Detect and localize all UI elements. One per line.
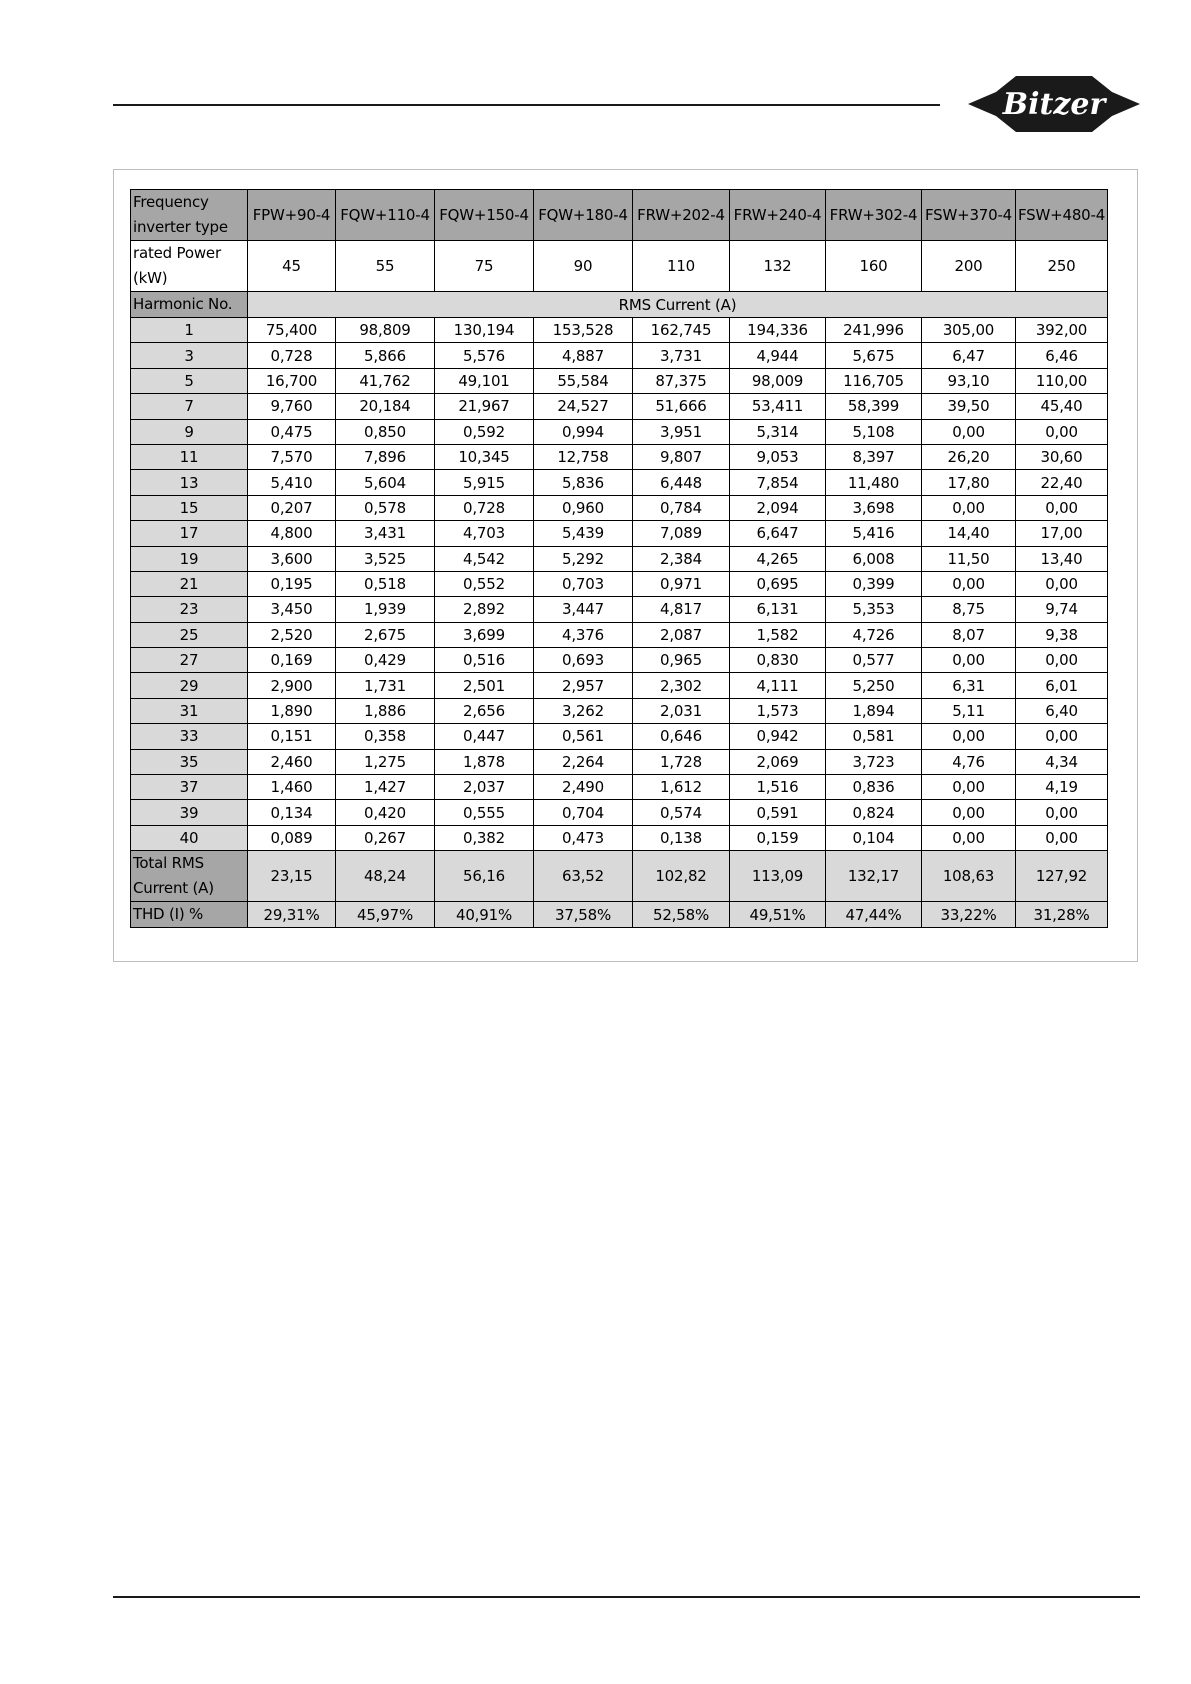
- rms-value-cell: 98,809: [336, 318, 435, 343]
- rms-value-cell: 0,971: [633, 571, 730, 596]
- rms-value-cell: 305,00: [922, 318, 1016, 343]
- rated-power-cell: 45: [248, 241, 336, 292]
- rms-value-cell: 2,892: [435, 597, 534, 622]
- harmonic-no-cell: 3: [131, 343, 248, 368]
- rms-value-cell: 0,942: [730, 724, 826, 749]
- rms-value-cell: 0,420: [336, 800, 435, 825]
- rms-value-cell: 2,031: [633, 698, 730, 723]
- rms-value-cell: 2,900: [248, 673, 336, 698]
- rated-power-label: rated Power (kW): [131, 241, 248, 292]
- rms-value-cell: 5,439: [534, 521, 633, 546]
- rms-value-cell: 0,00: [1016, 648, 1108, 673]
- rms-value-cell: 1,886: [336, 698, 435, 723]
- rms-value-cell: 0,159: [730, 825, 826, 850]
- rms-value-cell: 110,00: [1016, 368, 1108, 393]
- rated-power-row: [131, 241, 1108, 292]
- rms-value-cell: 17,00: [1016, 521, 1108, 546]
- harmonic-no-cell: 25: [131, 622, 248, 647]
- rms-value-cell: 0,574: [633, 800, 730, 825]
- rms-value-cell: 39,50: [922, 394, 1016, 419]
- total-rms-cell: 23,15: [248, 851, 336, 902]
- rms-value-cell: 0,704: [534, 800, 633, 825]
- table-row: [131, 495, 1108, 520]
- rms-value-cell: 0,195: [248, 571, 336, 596]
- rms-value-cell: 41,762: [336, 368, 435, 393]
- harmonic-no-cell: 9: [131, 419, 248, 444]
- rms-value-cell: 241,996: [826, 318, 922, 343]
- rms-value-cell: 0,00: [1016, 495, 1108, 520]
- harmonic-no-cell: 23: [131, 597, 248, 622]
- rms-value-cell: 9,053: [730, 444, 826, 469]
- rms-value-cell: 130,194: [435, 318, 534, 343]
- footer-rule: [113, 1596, 1140, 1598]
- harmonic-no-cell: 37: [131, 775, 248, 800]
- table-row: [131, 825, 1108, 850]
- rms-value-cell: 6,46: [1016, 343, 1108, 368]
- harmonic-no-cell: 17: [131, 521, 248, 546]
- rms-value-cell: 0,728: [435, 495, 534, 520]
- harmonic-rows: [131, 318, 1108, 851]
- rms-value-cell: 1,460: [248, 775, 336, 800]
- rms-value-cell: 0,960: [534, 495, 633, 520]
- rms-value-cell: 21,967: [435, 394, 534, 419]
- thd-cell: 40,91%: [435, 902, 534, 928]
- rms-current-header: RMS Current (A): [248, 292, 1108, 318]
- thd-cell: 37,58%: [534, 902, 633, 928]
- table-row: [131, 698, 1108, 723]
- rms-value-cell: 0,207: [248, 495, 336, 520]
- rms-value-cell: 0,00: [1016, 724, 1108, 749]
- rms-value-cell: 0,134: [248, 800, 336, 825]
- rms-value-cell: 93,10: [922, 368, 1016, 393]
- total-rms-cell: 63,52: [534, 851, 633, 902]
- rms-value-cell: 7,854: [730, 470, 826, 495]
- rms-value-cell: 2,501: [435, 673, 534, 698]
- rms-value-cell: 0,00: [922, 495, 1016, 520]
- rms-value-cell: 5,576: [435, 343, 534, 368]
- rms-value-cell: 2,264: [534, 749, 633, 774]
- rms-value-cell: 0,00: [922, 775, 1016, 800]
- rms-value-cell: 0,399: [826, 571, 922, 596]
- rms-value-cell: 2,460: [248, 749, 336, 774]
- rms-value-cell: 194,336: [730, 318, 826, 343]
- rms-value-cell: 2,069: [730, 749, 826, 774]
- rated-power-cell: 250: [1016, 241, 1108, 292]
- rms-value-cell: 6,008: [826, 546, 922, 571]
- rms-value-cell: 0,555: [435, 800, 534, 825]
- rms-value-cell: 0,824: [826, 800, 922, 825]
- rms-value-cell: 6,448: [633, 470, 730, 495]
- table-row: [131, 800, 1108, 825]
- rms-value-cell: 3,600: [248, 546, 336, 571]
- inverter-type-row: [131, 190, 1108, 241]
- rms-value-cell: 0,850: [336, 419, 435, 444]
- rms-value-cell: 30,60: [1016, 444, 1108, 469]
- rms-value-cell: 0,382: [435, 825, 534, 850]
- harmonic-no-cell: 40: [131, 825, 248, 850]
- rms-value-cell: 1,275: [336, 749, 435, 774]
- rated-power-cell: 200: [922, 241, 1016, 292]
- table-row: [131, 546, 1108, 571]
- total-rms-cell: 108,63: [922, 851, 1016, 902]
- rms-value-cell: 22,40: [1016, 470, 1108, 495]
- rms-value-cell: 0,00: [922, 724, 1016, 749]
- bitzer-logo: [968, 72, 1140, 136]
- rms-value-cell: 116,705: [826, 368, 922, 393]
- thd-cell: 47,44%: [826, 902, 922, 928]
- rms-value-cell: 14,40: [922, 521, 1016, 546]
- table-row: [131, 749, 1108, 774]
- rms-value-cell: 5,675: [826, 343, 922, 368]
- rms-value-cell: 0,169: [248, 648, 336, 673]
- thd-cell: 29,31%: [248, 902, 336, 928]
- total-rms-cell: 48,24: [336, 851, 435, 902]
- rms-value-cell: 1,612: [633, 775, 730, 800]
- thd-cell: 52,58%: [633, 902, 730, 928]
- rms-value-cell: 4,703: [435, 521, 534, 546]
- rms-value-cell: 4,944: [730, 343, 826, 368]
- rms-value-cell: 5,314: [730, 419, 826, 444]
- rms-value-cell: 6,131: [730, 597, 826, 622]
- total-rms-cell: 132,17: [826, 851, 922, 902]
- rms-value-cell: 0,561: [534, 724, 633, 749]
- rms-value-cell: 98,009: [730, 368, 826, 393]
- rms-value-cell: 5,836: [534, 470, 633, 495]
- rms-value-cell: 6,47: [922, 343, 1016, 368]
- model-header: FSW+480-4: [1016, 190, 1108, 241]
- rms-value-cell: 8,397: [826, 444, 922, 469]
- table-row: [131, 444, 1108, 469]
- total-rms-cell: 56,16: [435, 851, 534, 902]
- rms-value-cell: 3,431: [336, 521, 435, 546]
- rms-value-cell: 1,582: [730, 622, 826, 647]
- rms-value-cell: 0,358: [336, 724, 435, 749]
- rms-value-cell: 3,723: [826, 749, 922, 774]
- rms-value-cell: 0,089: [248, 825, 336, 850]
- rms-value-cell: 4,76: [922, 749, 1016, 774]
- rms-value-cell: 0,518: [336, 571, 435, 596]
- rms-value-cell: 1,516: [730, 775, 826, 800]
- rms-value-cell: 0,00: [922, 648, 1016, 673]
- logo-text: Bitzer: [1002, 87, 1106, 122]
- rms-value-cell: 9,38: [1016, 622, 1108, 647]
- rms-value-cell: 6,40: [1016, 698, 1108, 723]
- harmonic-no-cell: 39: [131, 800, 248, 825]
- rms-value-cell: 2,087: [633, 622, 730, 647]
- total-rms-label: Total RMS Current (A): [131, 851, 248, 902]
- harmonic-no-cell: 29: [131, 673, 248, 698]
- rms-value-cell: 9,807: [633, 444, 730, 469]
- rms-value-cell: 0,138: [633, 825, 730, 850]
- rms-value-cell: 0,592: [435, 419, 534, 444]
- rms-value-cell: 4,34: [1016, 749, 1108, 774]
- rms-value-cell: 5,604: [336, 470, 435, 495]
- rms-value-cell: 0,728: [248, 343, 336, 368]
- rms-value-cell: 6,01: [1016, 673, 1108, 698]
- rms-value-cell: 1,573: [730, 698, 826, 723]
- rms-value-cell: 2,520: [248, 622, 336, 647]
- rms-value-cell: 0,267: [336, 825, 435, 850]
- rms-value-cell: 0,836: [826, 775, 922, 800]
- rms-value-cell: 2,957: [534, 673, 633, 698]
- rms-value-cell: 4,542: [435, 546, 534, 571]
- rms-value-cell: 5,250: [826, 673, 922, 698]
- rms-value-cell: 55,584: [534, 368, 633, 393]
- rms-value-cell: 11,480: [826, 470, 922, 495]
- model-header: FRW+240-4: [730, 190, 826, 241]
- model-header: FQW+150-4: [435, 190, 534, 241]
- rms-value-cell: 58,399: [826, 394, 922, 419]
- harmonic-no-cell: 5: [131, 368, 248, 393]
- rms-value-cell: 8,07: [922, 622, 1016, 647]
- rms-value-cell: 4,800: [248, 521, 336, 546]
- table-row: [131, 521, 1108, 546]
- rms-value-cell: 3,699: [435, 622, 534, 647]
- total-rms-cell: 102,82: [633, 851, 730, 902]
- rms-value-cell: 1,878: [435, 749, 534, 774]
- table-row: [131, 775, 1108, 800]
- rms-value-cell: 16,700: [248, 368, 336, 393]
- rms-value-cell: 5,292: [534, 546, 633, 571]
- rms-value-cell: 17,80: [922, 470, 1016, 495]
- rms-value-cell: 0,00: [1016, 571, 1108, 596]
- table-row: [131, 419, 1108, 444]
- rms-value-cell: 3,262: [534, 698, 633, 723]
- rms-value-cell: 5,915: [435, 470, 534, 495]
- rms-value-cell: 7,089: [633, 521, 730, 546]
- rms-value-cell: 6,31: [922, 673, 1016, 698]
- rms-value-cell: 0,646: [633, 724, 730, 749]
- rms-value-cell: 1,731: [336, 673, 435, 698]
- rated-power-cell: 55: [336, 241, 435, 292]
- rms-value-cell: 0,784: [633, 495, 730, 520]
- rms-value-cell: 392,00: [1016, 318, 1108, 343]
- harmonic-no-cell: 33: [131, 724, 248, 749]
- rms-value-cell: 0,695: [730, 571, 826, 596]
- rms-value-cell: 153,528: [534, 318, 633, 343]
- rms-value-cell: 0,693: [534, 648, 633, 673]
- total-rms-cell: 127,92: [1016, 851, 1108, 902]
- thd-row: [131, 902, 1108, 928]
- rms-value-cell: 3,450: [248, 597, 336, 622]
- rms-value-cell: 0,994: [534, 419, 633, 444]
- table-row: [131, 673, 1108, 698]
- rms-value-cell: 3,951: [633, 419, 730, 444]
- rms-value-cell: 0,00: [922, 825, 1016, 850]
- model-header: FQW+180-4: [534, 190, 633, 241]
- rms-value-cell: 7,570: [248, 444, 336, 469]
- total-rms-cell: 113,09: [730, 851, 826, 902]
- table-row: [131, 648, 1108, 673]
- rms-value-cell: 5,866: [336, 343, 435, 368]
- table-row: [131, 571, 1108, 596]
- rms-value-cell: 0,473: [534, 825, 633, 850]
- harmonic-header-row: [131, 292, 1108, 318]
- rms-value-cell: 0,591: [730, 800, 826, 825]
- rms-value-cell: 7,896: [336, 444, 435, 469]
- harmonic-no-cell: 27: [131, 648, 248, 673]
- rms-value-cell: 0,516: [435, 648, 534, 673]
- table-row: [131, 318, 1108, 343]
- rms-value-cell: 13,40: [1016, 546, 1108, 571]
- rms-value-cell: 5,11: [922, 698, 1016, 723]
- rms-value-cell: 0,581: [826, 724, 922, 749]
- harmonic-no-cell: 35: [131, 749, 248, 774]
- thd-cell: 31,28%: [1016, 902, 1108, 928]
- rms-value-cell: 5,410: [248, 470, 336, 495]
- rms-value-cell: 0,577: [826, 648, 922, 673]
- rms-value-cell: 20,184: [336, 394, 435, 419]
- model-header: FQW+110-4: [336, 190, 435, 241]
- rms-value-cell: 1,890: [248, 698, 336, 723]
- model-header: FRW+202-4: [633, 190, 730, 241]
- rms-value-cell: 1,939: [336, 597, 435, 622]
- rms-value-cell: 4,19: [1016, 775, 1108, 800]
- header-rule: [113, 104, 940, 106]
- model-header: FPW+90-4: [248, 190, 336, 241]
- thd-label: THD (I) %: [131, 902, 248, 928]
- rms-value-cell: 4,817: [633, 597, 730, 622]
- harmonic-no-label: Harmonic No.: [131, 292, 248, 318]
- rms-value-cell: 0,00: [922, 571, 1016, 596]
- rms-value-cell: 51,666: [633, 394, 730, 419]
- harmonics-table: [130, 189, 1108, 928]
- rms-value-cell: 3,525: [336, 546, 435, 571]
- rms-value-cell: 53,411: [730, 394, 826, 419]
- harmonic-no-cell: 19: [131, 546, 248, 571]
- rms-value-cell: 0,552: [435, 571, 534, 596]
- thd-cell: 45,97%: [336, 902, 435, 928]
- rms-value-cell: 0,00: [1016, 800, 1108, 825]
- rms-value-cell: 2,656: [435, 698, 534, 723]
- rated-power-cell: 132: [730, 241, 826, 292]
- harmonic-no-cell: 15: [131, 495, 248, 520]
- rms-value-cell: 2,490: [534, 775, 633, 800]
- harmonic-no-cell: 11: [131, 444, 248, 469]
- rms-value-cell: 5,353: [826, 597, 922, 622]
- rms-value-cell: 0,429: [336, 648, 435, 673]
- model-header: FRW+302-4: [826, 190, 922, 241]
- rms-value-cell: 10,345: [435, 444, 534, 469]
- thd-cell: 33,22%: [922, 902, 1016, 928]
- rms-value-cell: 1,894: [826, 698, 922, 723]
- rated-power-cell: 110: [633, 241, 730, 292]
- rms-value-cell: 87,375: [633, 368, 730, 393]
- rms-value-cell: 0,703: [534, 571, 633, 596]
- table-row: [131, 343, 1108, 368]
- rms-value-cell: 0,578: [336, 495, 435, 520]
- rated-power-cell: 90: [534, 241, 633, 292]
- rms-value-cell: 4,376: [534, 622, 633, 647]
- rms-value-cell: 0,830: [730, 648, 826, 673]
- harmonic-no-cell: 31: [131, 698, 248, 723]
- rms-value-cell: 45,40: [1016, 394, 1108, 419]
- harmonic-no-cell: 21: [131, 571, 248, 596]
- rms-value-cell: 26,20: [922, 444, 1016, 469]
- rms-value-cell: 5,108: [826, 419, 922, 444]
- rms-value-cell: 162,745: [633, 318, 730, 343]
- rms-value-cell: 49,101: [435, 368, 534, 393]
- rated-power-cell: 75: [435, 241, 534, 292]
- rms-value-cell: 11,50: [922, 546, 1016, 571]
- inverter-type-label: Frequency inverter type: [131, 190, 248, 241]
- rms-value-cell: 8,75: [922, 597, 1016, 622]
- rms-value-cell: 0,965: [633, 648, 730, 673]
- harmonic-no-cell: 7: [131, 394, 248, 419]
- rms-value-cell: 4,726: [826, 622, 922, 647]
- rms-value-cell: 1,427: [336, 775, 435, 800]
- harmonic-no-cell: 13: [131, 470, 248, 495]
- rms-value-cell: 4,111: [730, 673, 826, 698]
- rms-value-cell: 2,384: [633, 546, 730, 571]
- rms-value-cell: 0,00: [1016, 825, 1108, 850]
- rms-value-cell: 3,698: [826, 495, 922, 520]
- rms-value-cell: 5,416: [826, 521, 922, 546]
- thd-cell: 49,51%: [730, 902, 826, 928]
- rms-value-cell: 3,447: [534, 597, 633, 622]
- rms-value-cell: 9,760: [248, 394, 336, 419]
- table-row: [131, 394, 1108, 419]
- rms-value-cell: 75,400: [248, 318, 336, 343]
- rms-value-cell: 3,731: [633, 343, 730, 368]
- rms-value-cell: 12,758: [534, 444, 633, 469]
- rms-value-cell: 0,00: [1016, 419, 1108, 444]
- table-row: [131, 622, 1108, 647]
- rms-value-cell: 4,887: [534, 343, 633, 368]
- rms-value-cell: 4,265: [730, 546, 826, 571]
- table-row: [131, 724, 1108, 749]
- rms-value-cell: 24,527: [534, 394, 633, 419]
- rms-value-cell: 9,74: [1016, 597, 1108, 622]
- harmonic-no-cell: 1: [131, 318, 248, 343]
- rms-value-cell: 2,675: [336, 622, 435, 647]
- table-row: [131, 470, 1108, 495]
- table-row: [131, 597, 1108, 622]
- rms-value-cell: 2,037: [435, 775, 534, 800]
- rms-value-cell: 2,094: [730, 495, 826, 520]
- model-header: FSW+370-4: [922, 190, 1016, 241]
- rms-value-cell: 6,647: [730, 521, 826, 546]
- rated-power-cell: 160: [826, 241, 922, 292]
- rms-value-cell: 0,00: [922, 419, 1016, 444]
- rms-value-cell: 0,00: [922, 800, 1016, 825]
- rms-value-cell: 0,475: [248, 419, 336, 444]
- total-rms-row: [131, 851, 1108, 902]
- rms-value-cell: 0,104: [826, 825, 922, 850]
- rms-value-cell: 1,728: [633, 749, 730, 774]
- rms-value-cell: 2,302: [633, 673, 730, 698]
- table-row: [131, 368, 1108, 393]
- rms-value-cell: 0,447: [435, 724, 534, 749]
- rms-value-cell: 0,151: [248, 724, 336, 749]
